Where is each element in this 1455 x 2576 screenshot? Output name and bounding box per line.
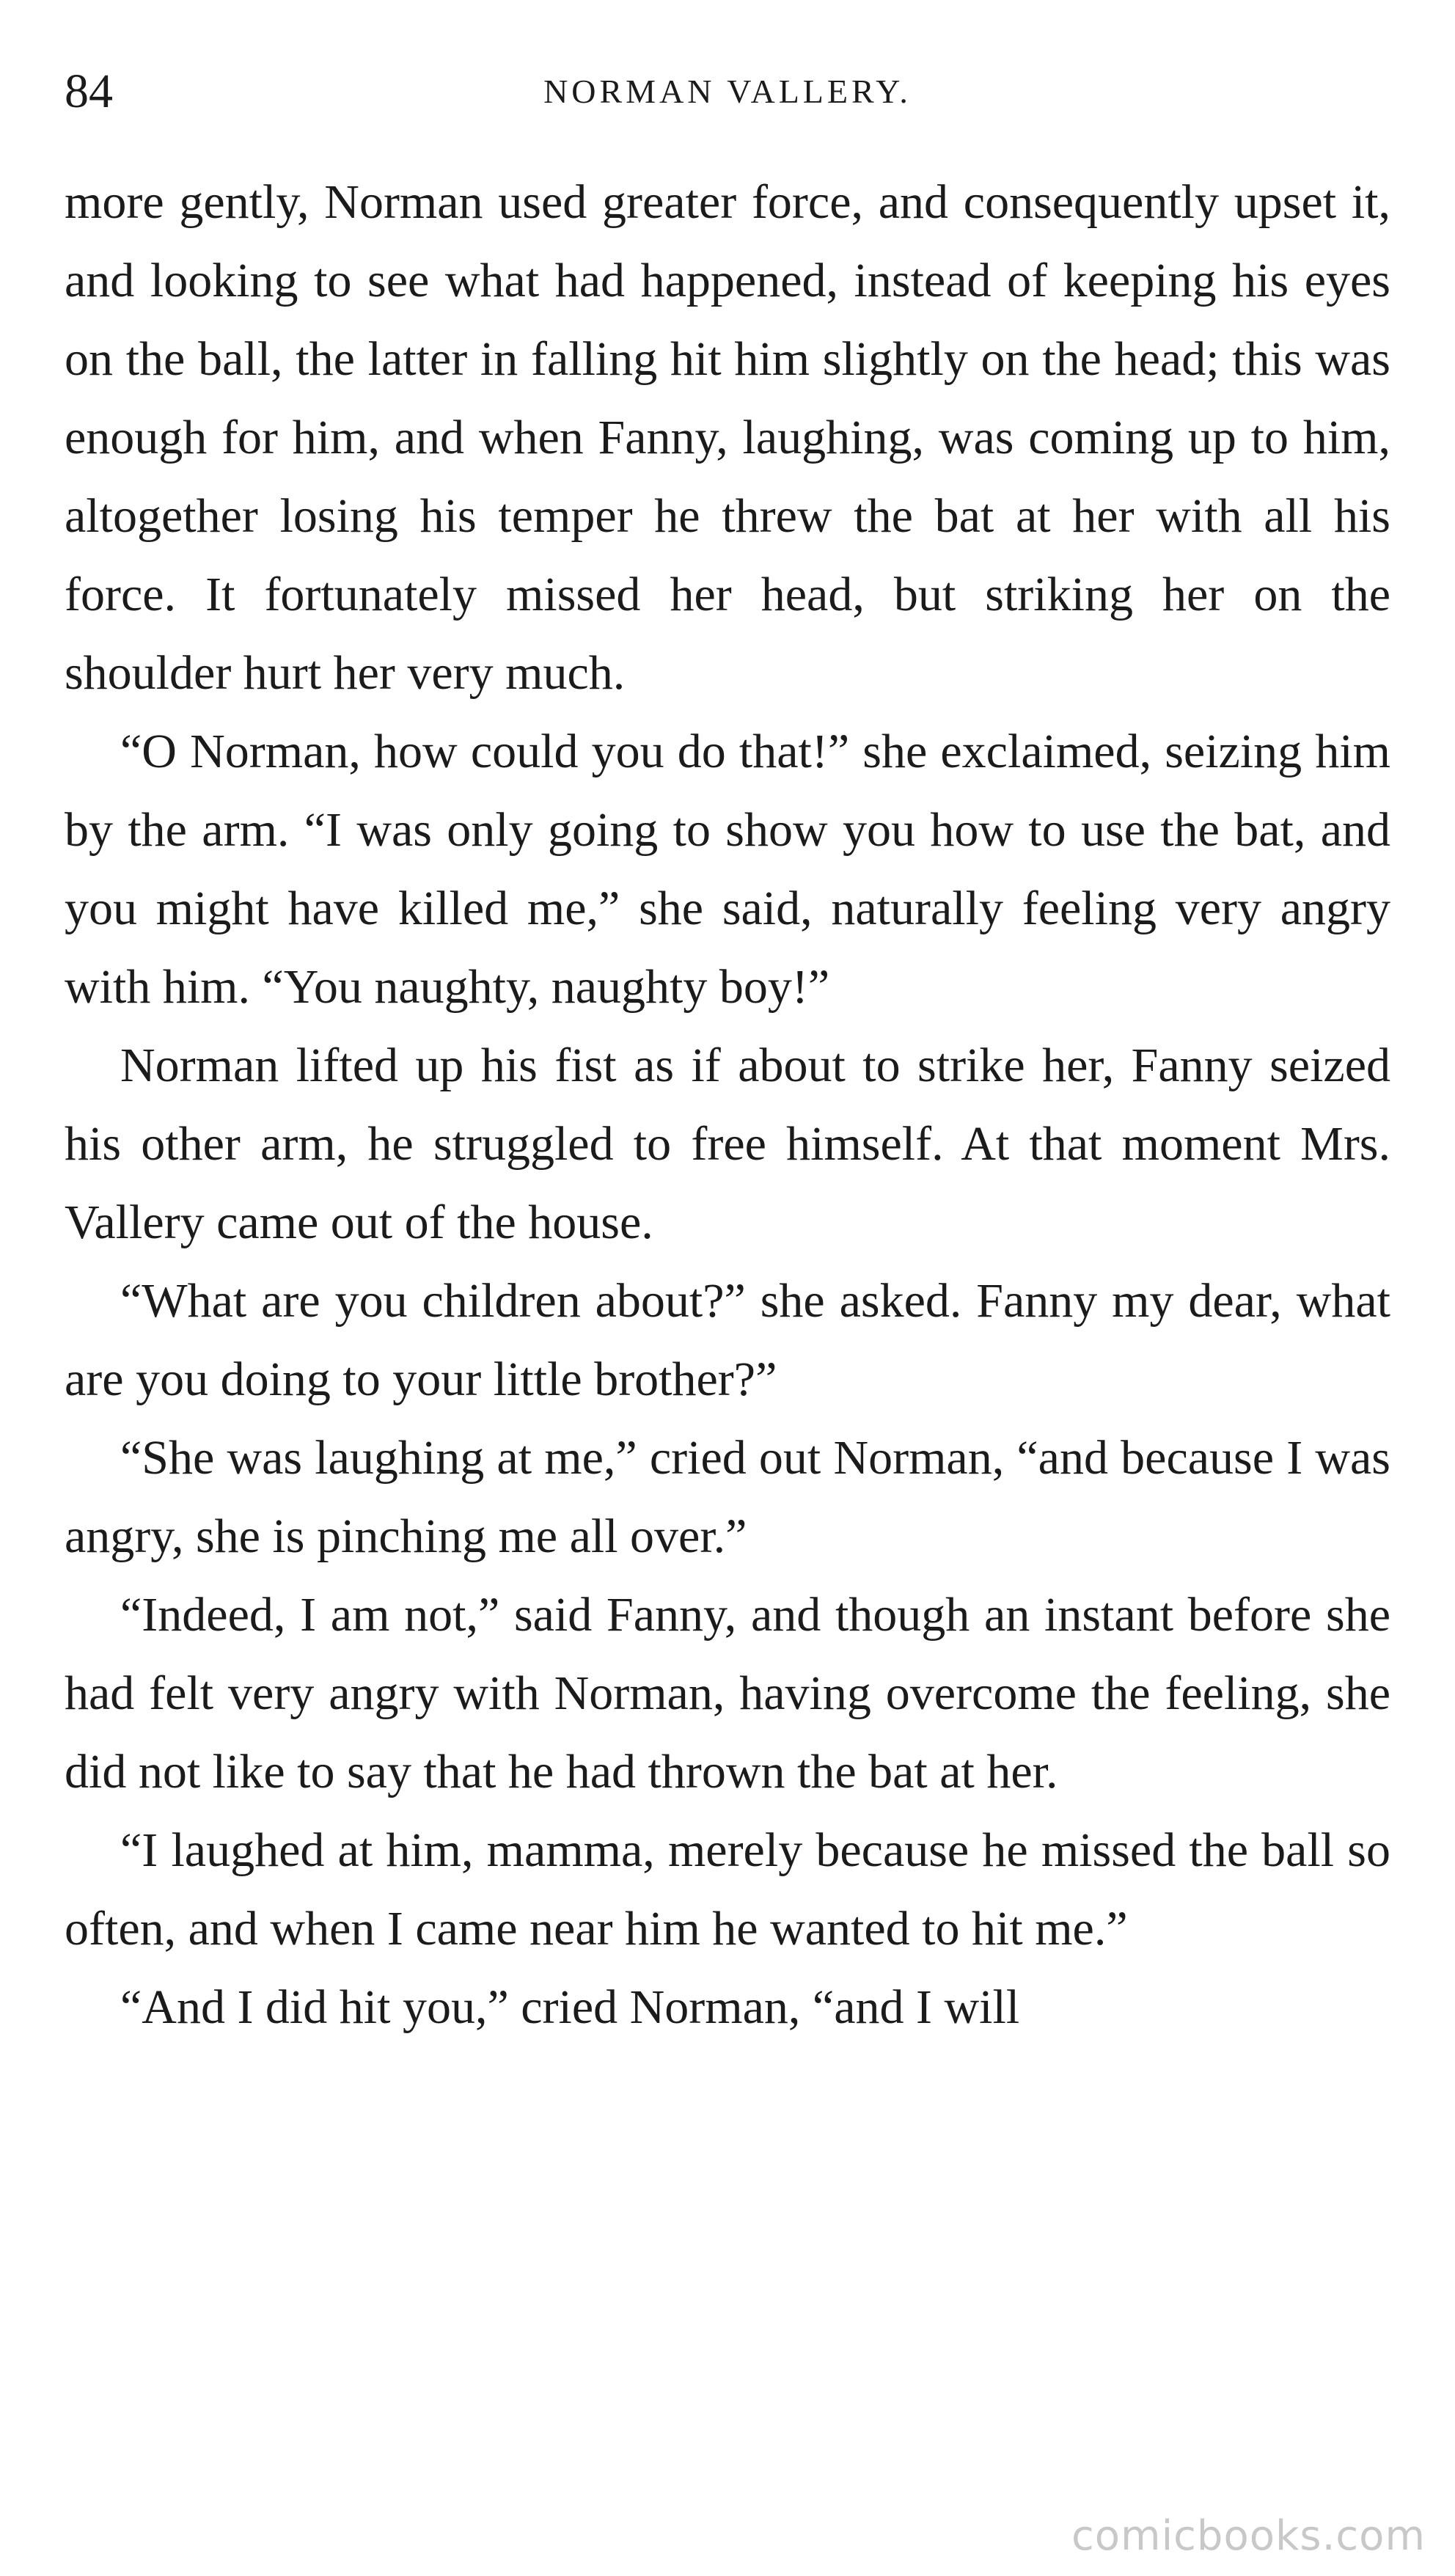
paragraph: “I laughed at him, mamma, merely because he missed the ball so often, and when I came near him he wanted to hit me.”	[65, 1823, 1390, 1955]
page-header	[65, 51, 1390, 132]
paragraph: “Indeed, I am not,” said Fanny, and though an instant before she had felt very angry with Norman, having overcome the feeling, she did not like to say that he had thrown the bat at her.	[65, 1588, 1390, 1799]
running-head: NORMAN VALLERY.	[543, 73, 912, 110]
paragraph: “She was laughing at me,” cried out Norman, “and because I was angry, she is pinching me all over.”	[65, 1431, 1390, 1563]
paragraph: more gently, Norman used greater force, and consequently upset it, and looking to see what had happened, instead of keeping his eyes on the ball, the latter in falling hit him slightly on the head; this was enough for him, and when Fanny, laughing, was coming up to him, altogether losing his temper he threw the bat at her with all his force. It fortunately missed her head, but striking her on the shoulder hurt her very much.	[65, 175, 1390, 700]
page-number: 84	[65, 65, 113, 118]
paragraph: Norman lifted up his fist as if about to strike her, Fanny seized his other arm, he struggled to free himself. At that moment Mrs. Vallery came out of the house.	[65, 1039, 1390, 1249]
paragraph: “And I did hit you,” cried Norman, “and I will	[120, 1980, 1020, 2034]
page-body	[65, 163, 1390, 2046]
paragraph: “What are you children about?” she asked. Fanny my dear, what are you doing to your little brother?”	[65, 1274, 1390, 1406]
paragraph: “O Norman, how could you do that!” she exclaimed, seizing him by the arm. “I was only going to show you how to use the bat, and you might have killed me,” she said, naturally feeling very angry with him. “You naughty, naughty boy!”	[65, 725, 1390, 1014]
site-watermark: comicbooks.com	[1071, 2512, 1426, 2560]
